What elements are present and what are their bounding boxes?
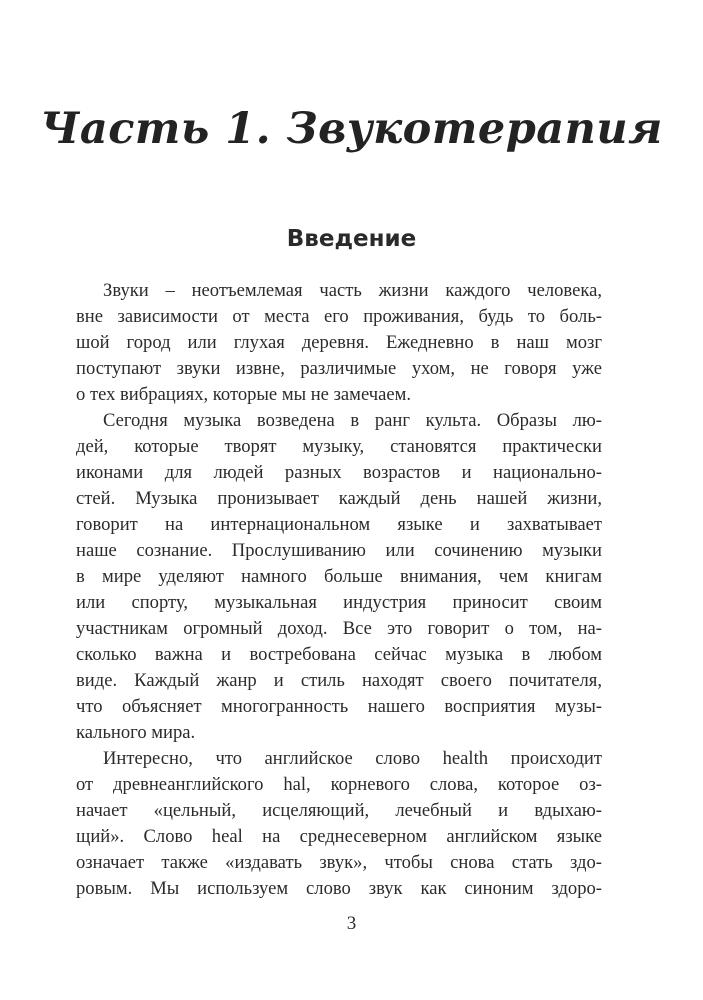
text-line: шой город или глухая деревня. Ежедневно в наш мозг [76, 332, 602, 353]
text-line: Интересно, что английское слово health происходит [103, 748, 602, 769]
text-line: начает «цельный, исцеляющий, лечебный и вдыхаю- [76, 800, 602, 821]
text-line: означает также «издавать звук», чтобы снова стать здо- [76, 852, 602, 873]
section-title: Введение [286, 226, 417, 252]
text-line: вне зависимости от места его проживания, будь то боль- [76, 306, 602, 327]
text-line: участникам огромный доход. Все это говорит о том, на- [76, 618, 602, 639]
text-line: наше сознание. Прослушиванию или сочинению музыки [76, 540, 602, 561]
text-line: в мире уделяют намного больше внимания, чем книгам [76, 566, 602, 587]
text-line: дей, которые творят музыку, становятся практически [76, 436, 602, 457]
text-line: Сегодня музыка возведена в ранг культа. Образы лю- [103, 410, 602, 431]
text-line: кального мира. [76, 722, 196, 743]
text-line: говорит на интернациональном языке и захватывает [76, 514, 602, 535]
text-line: или спорту, музыкальная индустрия приносит своим [76, 592, 602, 613]
text-line: сколько важна и востребована сейчас музыка в любом [76, 644, 602, 665]
text-line: щий». Слово heal на среднесеверном английском языке [76, 826, 602, 847]
text-line: от древнеанглийского hal, корневого слова, которое оз- [76, 774, 602, 795]
body-text [76, 278, 602, 902]
text-line: стей. Музыка пронизывает каждый день нашей жизни, [76, 488, 602, 509]
part-title: Часть 1. Звукотерапия [40, 104, 663, 154]
text-line: ровым. Мы используем слово звук как синоним здоро- [76, 878, 602, 899]
page-number: 3 [346, 913, 357, 934]
text-line: виде. Каждый жанр и стиль находят своего почитателя, [76, 670, 602, 691]
text-line: поступают звуки извне, различимые ухом, не говоря уже [76, 358, 602, 379]
text-line: что объясняет многогранность нашего восприятия музы- [76, 696, 602, 717]
text-line: о тех вибрациях, которые мы не замечаем. [76, 384, 412, 405]
text-line: иконами для людей разных возрастов и национально- [76, 462, 602, 483]
text-line: Звуки – неотъемлемая часть жизни каждого человека, [103, 280, 602, 301]
